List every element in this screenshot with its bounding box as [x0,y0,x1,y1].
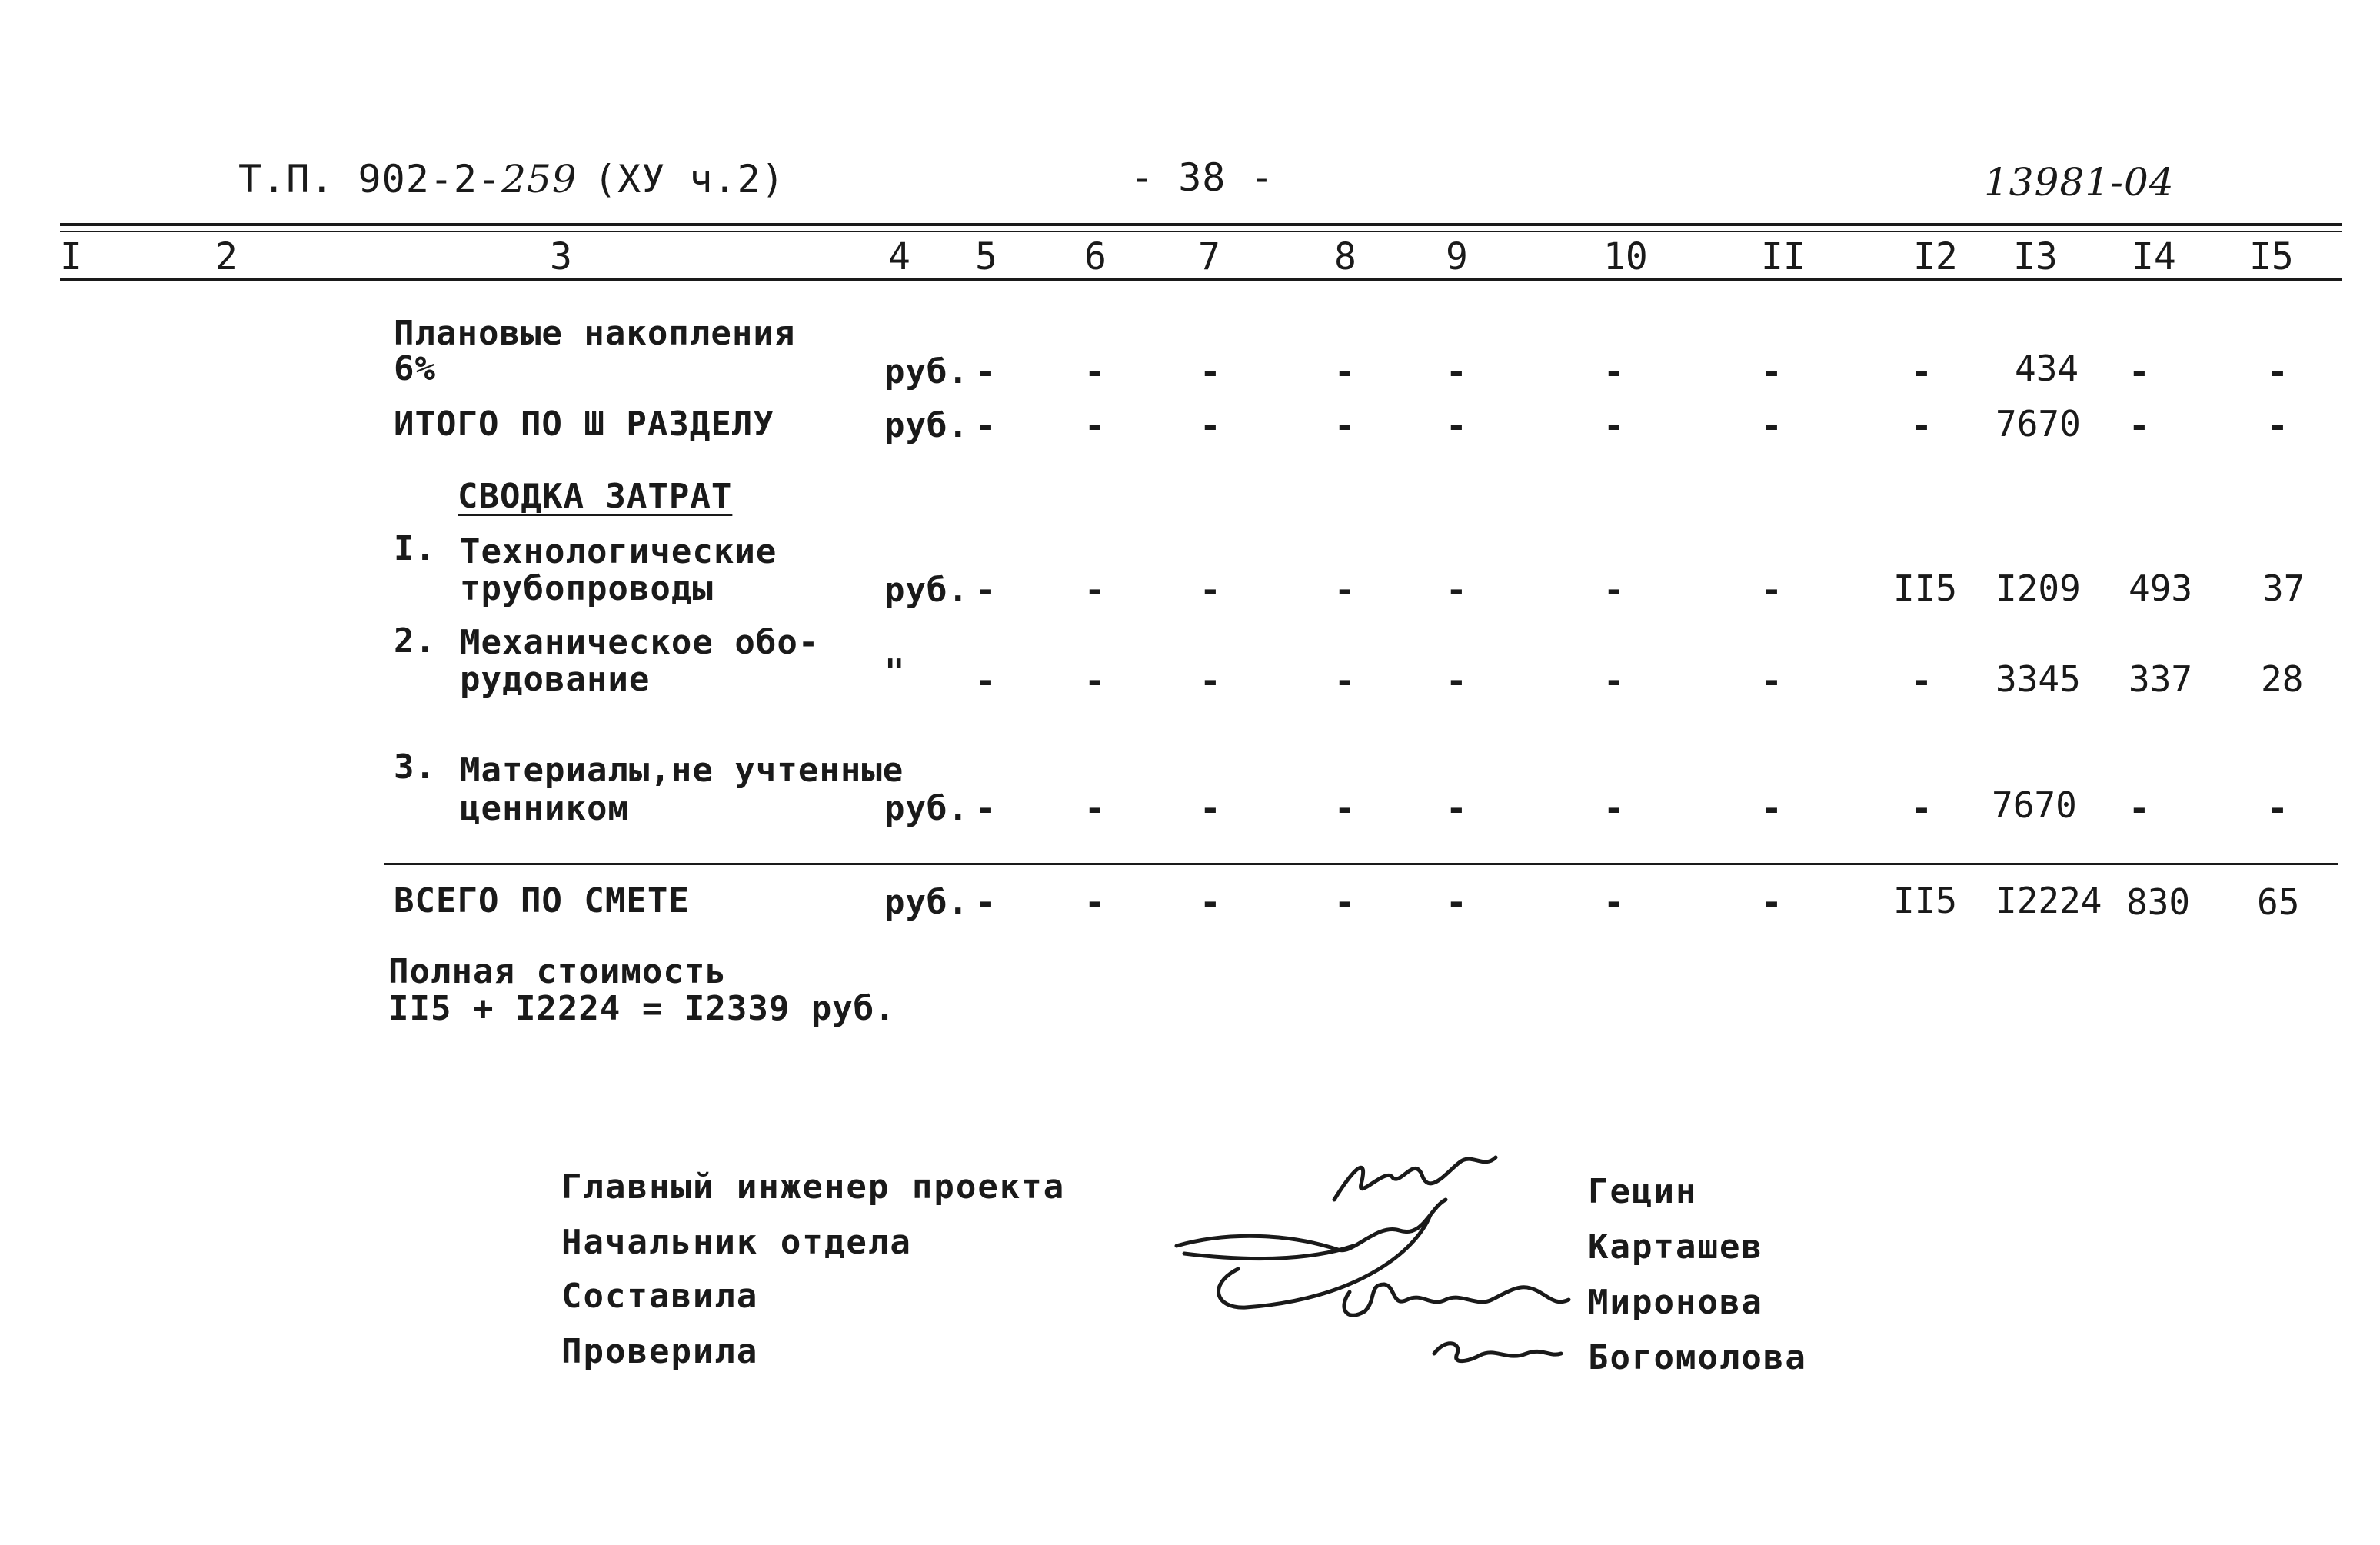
cell: - [1334,660,1356,701]
item2-label: Механическое обо- [460,623,820,662]
signature-role: Главный инженер проекта [561,1167,1066,1207]
cell: - [2267,405,2288,446]
full-cost-label: Полная стоимость [388,952,727,991]
row-planned-unit: руб. [884,352,969,391]
signature-checked-by [1434,1344,1561,1361]
cell: 3345 [1996,658,2081,700]
item2-label-2: рудование [460,660,651,699]
column-number: 3 [550,235,572,278]
cell: - [1446,569,1467,611]
signature-name: Миронова [1588,1283,1763,1322]
doc-code-handwritten: 259 [501,157,578,201]
cell: - [2267,787,2288,829]
cell: II5 [1893,568,1958,609]
cell: - [1084,881,1106,923]
cell: - [1084,351,1106,392]
cell: - [1761,351,1783,392]
cell: - [1761,660,1783,701]
cell: - [1334,351,1356,392]
cell: - [975,787,997,829]
cell: I209 [1996,568,2081,609]
cell: - [1603,405,1625,446]
cell: 37 [2262,568,2305,609]
column-number: 7 [1198,235,1220,278]
summary-heading: СВОДКА ЗАТРАТ [458,477,733,516]
cell: - [2129,405,2150,446]
item1-unit: руб. [884,571,969,610]
cell: - [1084,660,1106,701]
cell: - [1200,787,1221,829]
column-number: II [1761,235,1806,278]
cell: - [1761,881,1783,923]
signature-role: Составила [561,1277,759,1316]
cell: - [1761,787,1783,829]
row-planned-label: Плановые накопления [394,314,796,353]
cell: - [975,405,997,446]
column-number: I5 [2249,235,2294,278]
cell: - [1200,405,1221,446]
signature-role: Проверила [561,1332,759,1371]
cell: - [1911,405,1932,446]
signature-name: Гецин [1588,1172,1698,1211]
item1-label: Технологические [460,532,777,571]
cell: 337 [2129,658,2193,700]
cell: - [1446,660,1467,701]
cell: - [1084,405,1106,446]
item-number: 2. [394,621,436,661]
cell: - [1334,405,1356,446]
cell: - [1446,405,1467,446]
cell: - [1446,351,1467,392]
cell: - [1334,787,1356,829]
cell: - [1334,569,1356,611]
item-number: 3. [394,748,436,787]
column-number: I4 [2132,235,2176,278]
cell: - [1761,405,1783,446]
row-grand-total-unit: руб. [884,883,969,922]
cell: - [1911,660,1932,701]
column-number: I [60,235,82,278]
cell: II5 [1893,880,1958,921]
cell: - [2129,351,2150,392]
signature-chief-engineer [1334,1157,1496,1200]
column-number: 5 [975,235,997,278]
cell: 28 [2261,658,2304,700]
cell: - [1334,881,1356,923]
column-number: I2 [1913,235,1958,278]
cell: - [1200,351,1221,392]
column-number: 6 [1084,235,1107,278]
signature-role: Начальник отдела [561,1223,912,1262]
row-section-total-unit: руб. [884,406,969,445]
item3-label-2: ценником [460,789,629,828]
item1-label-2: трубопроводы [460,569,714,608]
cell: 7670 [1996,403,2081,445]
cell: - [2129,787,2150,829]
doc-code-printed: Т.П. 902-2- [238,157,502,201]
cell: - [1603,881,1625,923]
item3-label: Материалы,не учтенные [460,751,904,790]
cell: 434 [2015,348,2079,389]
column-number: 2 [215,235,238,278]
cell: - [1200,881,1221,923]
cell: - [2267,351,2288,392]
column-number: I3 [2013,235,2058,278]
cell: - [975,351,997,392]
row-section-total-label: ИТОГО ПО Ш РАЗДЕЛУ [394,405,774,444]
cell: - [1603,787,1625,829]
cell: 493 [2129,568,2193,609]
cell: 830 [2126,881,2191,923]
row-grand-total-label: ВСЕГО ПО СМЕТЕ [394,881,690,921]
cell: - [1911,351,1932,392]
inventory-number: 13981-04 [1984,160,2175,205]
cell: - [1446,881,1467,923]
cell: - [975,881,997,923]
signature-compiled-by [1344,1284,1569,1315]
column-number: 10 [1603,235,1648,278]
cell: - [1084,787,1106,829]
signature-head-of-department [1177,1200,1446,1307]
item3-unit: руб. [884,789,969,828]
column-number: 8 [1334,235,1356,278]
cell: 7670 [1992,784,2077,826]
cell: - [1603,351,1625,392]
signature-name: Богомолова [1588,1338,1807,1377]
item2-unit: " [884,652,906,691]
column-number: 9 [1446,235,1468,278]
cell: - [1084,569,1106,611]
page-number: - 38 - [1130,155,1274,200]
full-cost-formula: II5 + I2224 = I2339 руб. [388,989,896,1028]
cell: - [1200,569,1221,611]
cell: - [975,569,997,611]
cell: - [1761,569,1783,611]
item-number: I. [394,529,436,568]
doc-part: (ХУ ч.2) [594,157,785,201]
cell: - [1603,660,1625,701]
cell: - [1446,787,1467,829]
row-planned-label-2: 6% [394,349,436,388]
cell: 65 [2257,881,2300,923]
cell: I2224 [1996,880,2102,921]
cell: - [1200,660,1221,701]
cell: - [1911,787,1932,829]
cell: - [1603,569,1625,611]
column-number: 4 [888,235,910,278]
cell: - [975,660,997,701]
signature-name: Карташев [1588,1227,1763,1267]
